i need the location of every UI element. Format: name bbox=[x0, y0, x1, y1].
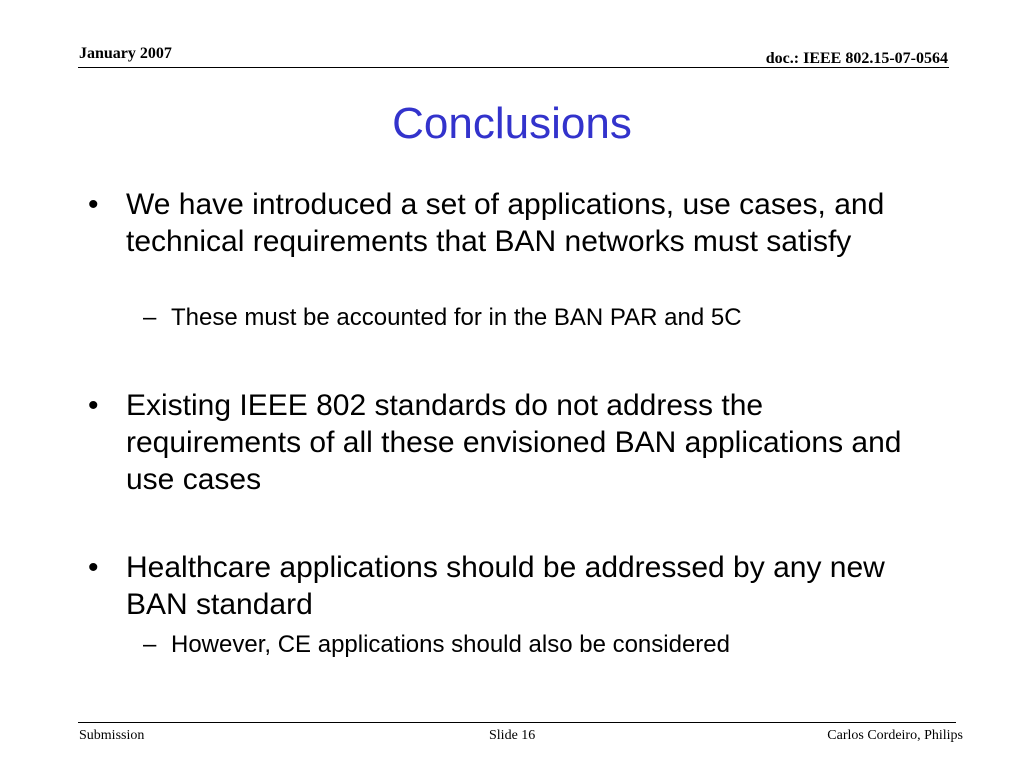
footer-submission: Submission bbox=[79, 728, 145, 743]
bullet-item bbox=[88, 186, 946, 260]
sub-bullet-marker: – bbox=[143, 304, 157, 331]
header-divider bbox=[78, 67, 949, 68]
sub-bullet-text: However, CE applications should also be considered bbox=[171, 631, 730, 658]
bullet-text: Existing IEEE 802 standards do not address the requirements of all these envisioned BAN applications and use cases bbox=[126, 389, 902, 496]
sub-bullet-item bbox=[143, 630, 961, 660]
footer-author: Carlos Cordeiro, Philips bbox=[827, 728, 963, 743]
header-date: January 2007 bbox=[79, 45, 172, 62]
bullet-marker: • bbox=[88, 188, 99, 221]
footer-slide-number: Slide 16 bbox=[489, 728, 536, 743]
sub-bullet-item bbox=[143, 303, 961, 333]
footer-divider bbox=[78, 722, 956, 723]
sub-bullet-text: These must be accounted for in the BAN PAR and 5C bbox=[171, 304, 742, 331]
bullet-text: We have introduced a set of applications, use cases, and technical requirements that BAN networks must satisfy bbox=[126, 188, 885, 258]
bullet-item bbox=[88, 549, 946, 623]
bullet-item bbox=[88, 387, 946, 498]
sub-bullet-marker: – bbox=[143, 631, 157, 658]
slide-title: Conclusions bbox=[392, 99, 632, 148]
bullet-marker: • bbox=[88, 551, 99, 584]
bullet-text: Healthcare applications should be addressed by any new BAN standard bbox=[126, 551, 885, 621]
bullet-marker: • bbox=[88, 389, 99, 422]
header-doc-id: doc.: IEEE 802.15-07-0564 bbox=[765, 50, 948, 67]
